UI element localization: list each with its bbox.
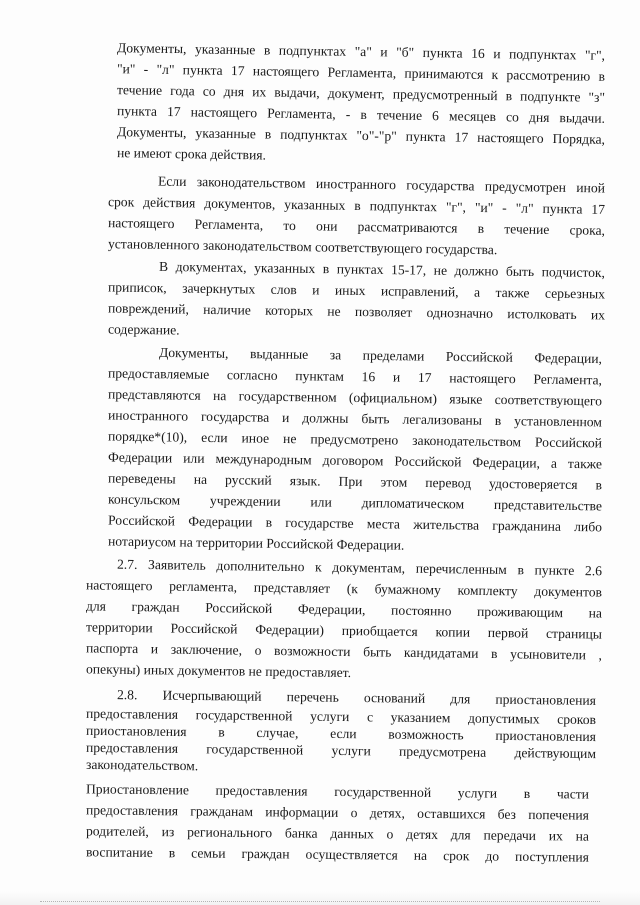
text-line: настоящего Регламента, то они рассматриваются в течение срока, — [107, 215, 606, 238]
text-line: В документах, указанных в пунктах 15-17, не должно быть подчисток, — [158, 258, 606, 281]
text-line: предоставления государственной услуги с указанием допустимых сроков — [85, 705, 597, 728]
text-line: "и" - "л" пункта 17 настоящего Регламента, принимаются к рассмотрению в — [116, 61, 606, 84]
text-line: Российской Федерации в государстве места жительства гражданина либо — [107, 512, 603, 535]
scan-noise-dots — [40, 900, 600, 902]
text-line: представляются на государственном (официальном) языке соответствующего — [107, 386, 603, 409]
text-line: переведены на русский язык. При этом перевод удостоверяется в — [107, 470, 603, 493]
text-line: Если законодательством иностранного государства предусмотрен иной — [157, 173, 606, 196]
text-line: приостановления в случае, если возможность приостановления — [85, 722, 597, 745]
text-line: Федерации или международным договором Российской Федерации, а также — [107, 449, 603, 472]
text-line: не имеют срока действия. — [116, 145, 267, 163]
text-line: течение года со дня их выдачи, документ, предусмотренный в подпункте "з" — [116, 82, 606, 105]
text-line: содержание. — [107, 321, 180, 338]
text-line: пункта 17 настоящего Регламента, - в течение 6 месяцев со дня выдачи. — [116, 103, 606, 126]
text-line: повреждений, наличие которых не позволяет однозначно истолковать их — [107, 300, 606, 323]
text-line: паспорта и заключение, о возможности быть кандидатами в усыновители , — [85, 640, 603, 663]
text-line: предоставляемые согласно пунктам 16 и 17 настоящего Регламента, — [107, 365, 603, 388]
text-line: для граждан Российской Федерации, постоянно проживающим на — [85, 598, 603, 621]
text-line: порядке*(10), если иное не предусмотрено законодательством Российской — [107, 428, 603, 451]
text-line: воспитание в семьи граждан осуществляется на срок до поступления — [85, 844, 590, 865]
text-line: Приостановление предоставления государственной услуги в части — [85, 781, 590, 802]
text-line: иностранного государства и должны быть легализованы в установленном — [107, 407, 603, 430]
text-line: 2.8. Исчерпывающий перечень оснований для приостановления — [116, 687, 597, 708]
scan-bottom-edge — [0, 891, 640, 905]
text-line: приписок, зачеркнутых слов и иных исправлений, а также серьезных — [107, 279, 606, 302]
text-line: настоящего регламента, представляет (к бумажному комплекту документов — [85, 577, 603, 600]
text-line: родителей, из регионального банка данных о детях для передачи их на — [85, 823, 590, 844]
text-line: Документы, указанные в подпунктах "а" и "б" пункта 16 и подпунктах "г", — [116, 40, 606, 63]
text-line: срок действия документов, указанных в подпунктах "г", "и" - "л" пункта 17 — [107, 194, 606, 217]
text-line: территории Российской Федерации) приобщается копии первой страницы — [85, 619, 603, 642]
text-line: законодательством. — [85, 756, 199, 774]
text-line: предоставления государственной услуги предусмотрена действующим — [85, 739, 597, 762]
text-line: предоставления гражданам информации о детях, оставшихся без попечения — [85, 802, 590, 823]
text-line: 2.7. Заявитель дополнительно к документам, перечисленным в пункте 2.6 — [116, 556, 603, 579]
text-line: установленного законодательством соответствующего государства. — [107, 236, 498, 258]
text-line: консульском учреждении или дипломатическом представительстве — [107, 491, 603, 514]
text-line: Документы, указанные в подпунктах "о"-"р" пункта 17 настоящего Порядка, — [116, 124, 606, 147]
text-line: опекуны) иных документов не предоставляет. — [85, 661, 352, 681]
text-line: нотариусом на территории Российской Федерации. — [107, 533, 405, 553]
text-line: Документы, выданные за пределами Российской Федерации, — [158, 344, 603, 367]
